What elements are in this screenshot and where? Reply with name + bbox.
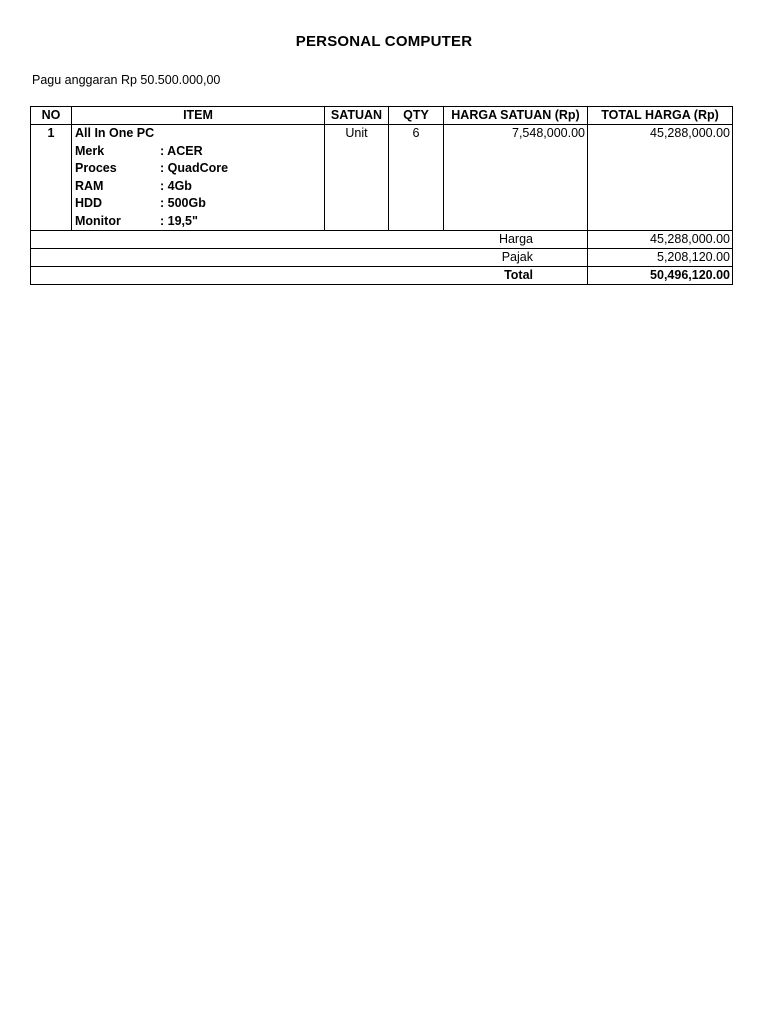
spec-key: HDD	[75, 196, 103, 210]
item-name: All In One PC	[75, 126, 155, 140]
summary-row-pajak	[31, 249, 733, 267]
spec-value: : QuadCore	[160, 161, 229, 175]
spec-key: Merk	[75, 143, 105, 158]
summary-total-label: Total	[31, 267, 588, 285]
budget-table	[30, 106, 733, 285]
spec-hdd	[75, 195, 322, 213]
spec-monitor	[75, 213, 322, 231]
summary-harga-label: Harga	[31, 231, 588, 249]
spec-value: : 500Gb	[160, 196, 206, 210]
spec-proces	[75, 160, 322, 178]
header-satuan: SATUAN	[325, 107, 389, 125]
row-satuan: Unit	[325, 125, 389, 231]
spec-merk	[75, 143, 322, 161]
spec-value: : 19,5"	[160, 213, 198, 228]
spec-key: RAM	[75, 178, 104, 193]
row-item	[72, 125, 325, 231]
spec-key: Proces	[75, 161, 117, 175]
table-header-row	[31, 107, 733, 125]
row-harga-satuan: 7,548,000.00	[444, 125, 588, 231]
row-qty: 6	[389, 125, 444, 231]
summary-total-value: 50,496,120.00	[588, 267, 733, 285]
page-title: PERSONAL COMPUTER	[295, 33, 473, 50]
summary-row-harga	[31, 231, 733, 249]
row-total-harga: 45,288,000.00	[588, 125, 733, 231]
summary-pajak-label: Pajak	[31, 249, 588, 267]
spec-value: : ACER	[160, 143, 203, 158]
header-no: NO	[31, 107, 72, 125]
header-harga-satuan: HARGA SATUAN (Rp)	[444, 107, 588, 125]
table-row	[31, 125, 733, 231]
row-no: 1	[31, 125, 72, 231]
header-item: ITEM	[72, 107, 325, 125]
summary-row-total	[31, 267, 733, 285]
summary-harga-value: 45,288,000.00	[588, 231, 733, 249]
summary-pajak-value: 5,208,120.00	[588, 249, 733, 267]
header-qty: QTY	[389, 107, 444, 125]
spec-value: : 4Gb	[160, 178, 192, 193]
spec-key: Monitor	[75, 213, 121, 228]
budget-ceiling: Pagu anggaran Rp 50.500.000,00	[32, 73, 221, 87]
header-total-harga: TOTAL HARGA (Rp)	[588, 107, 733, 125]
spec-ram	[75, 178, 322, 196]
